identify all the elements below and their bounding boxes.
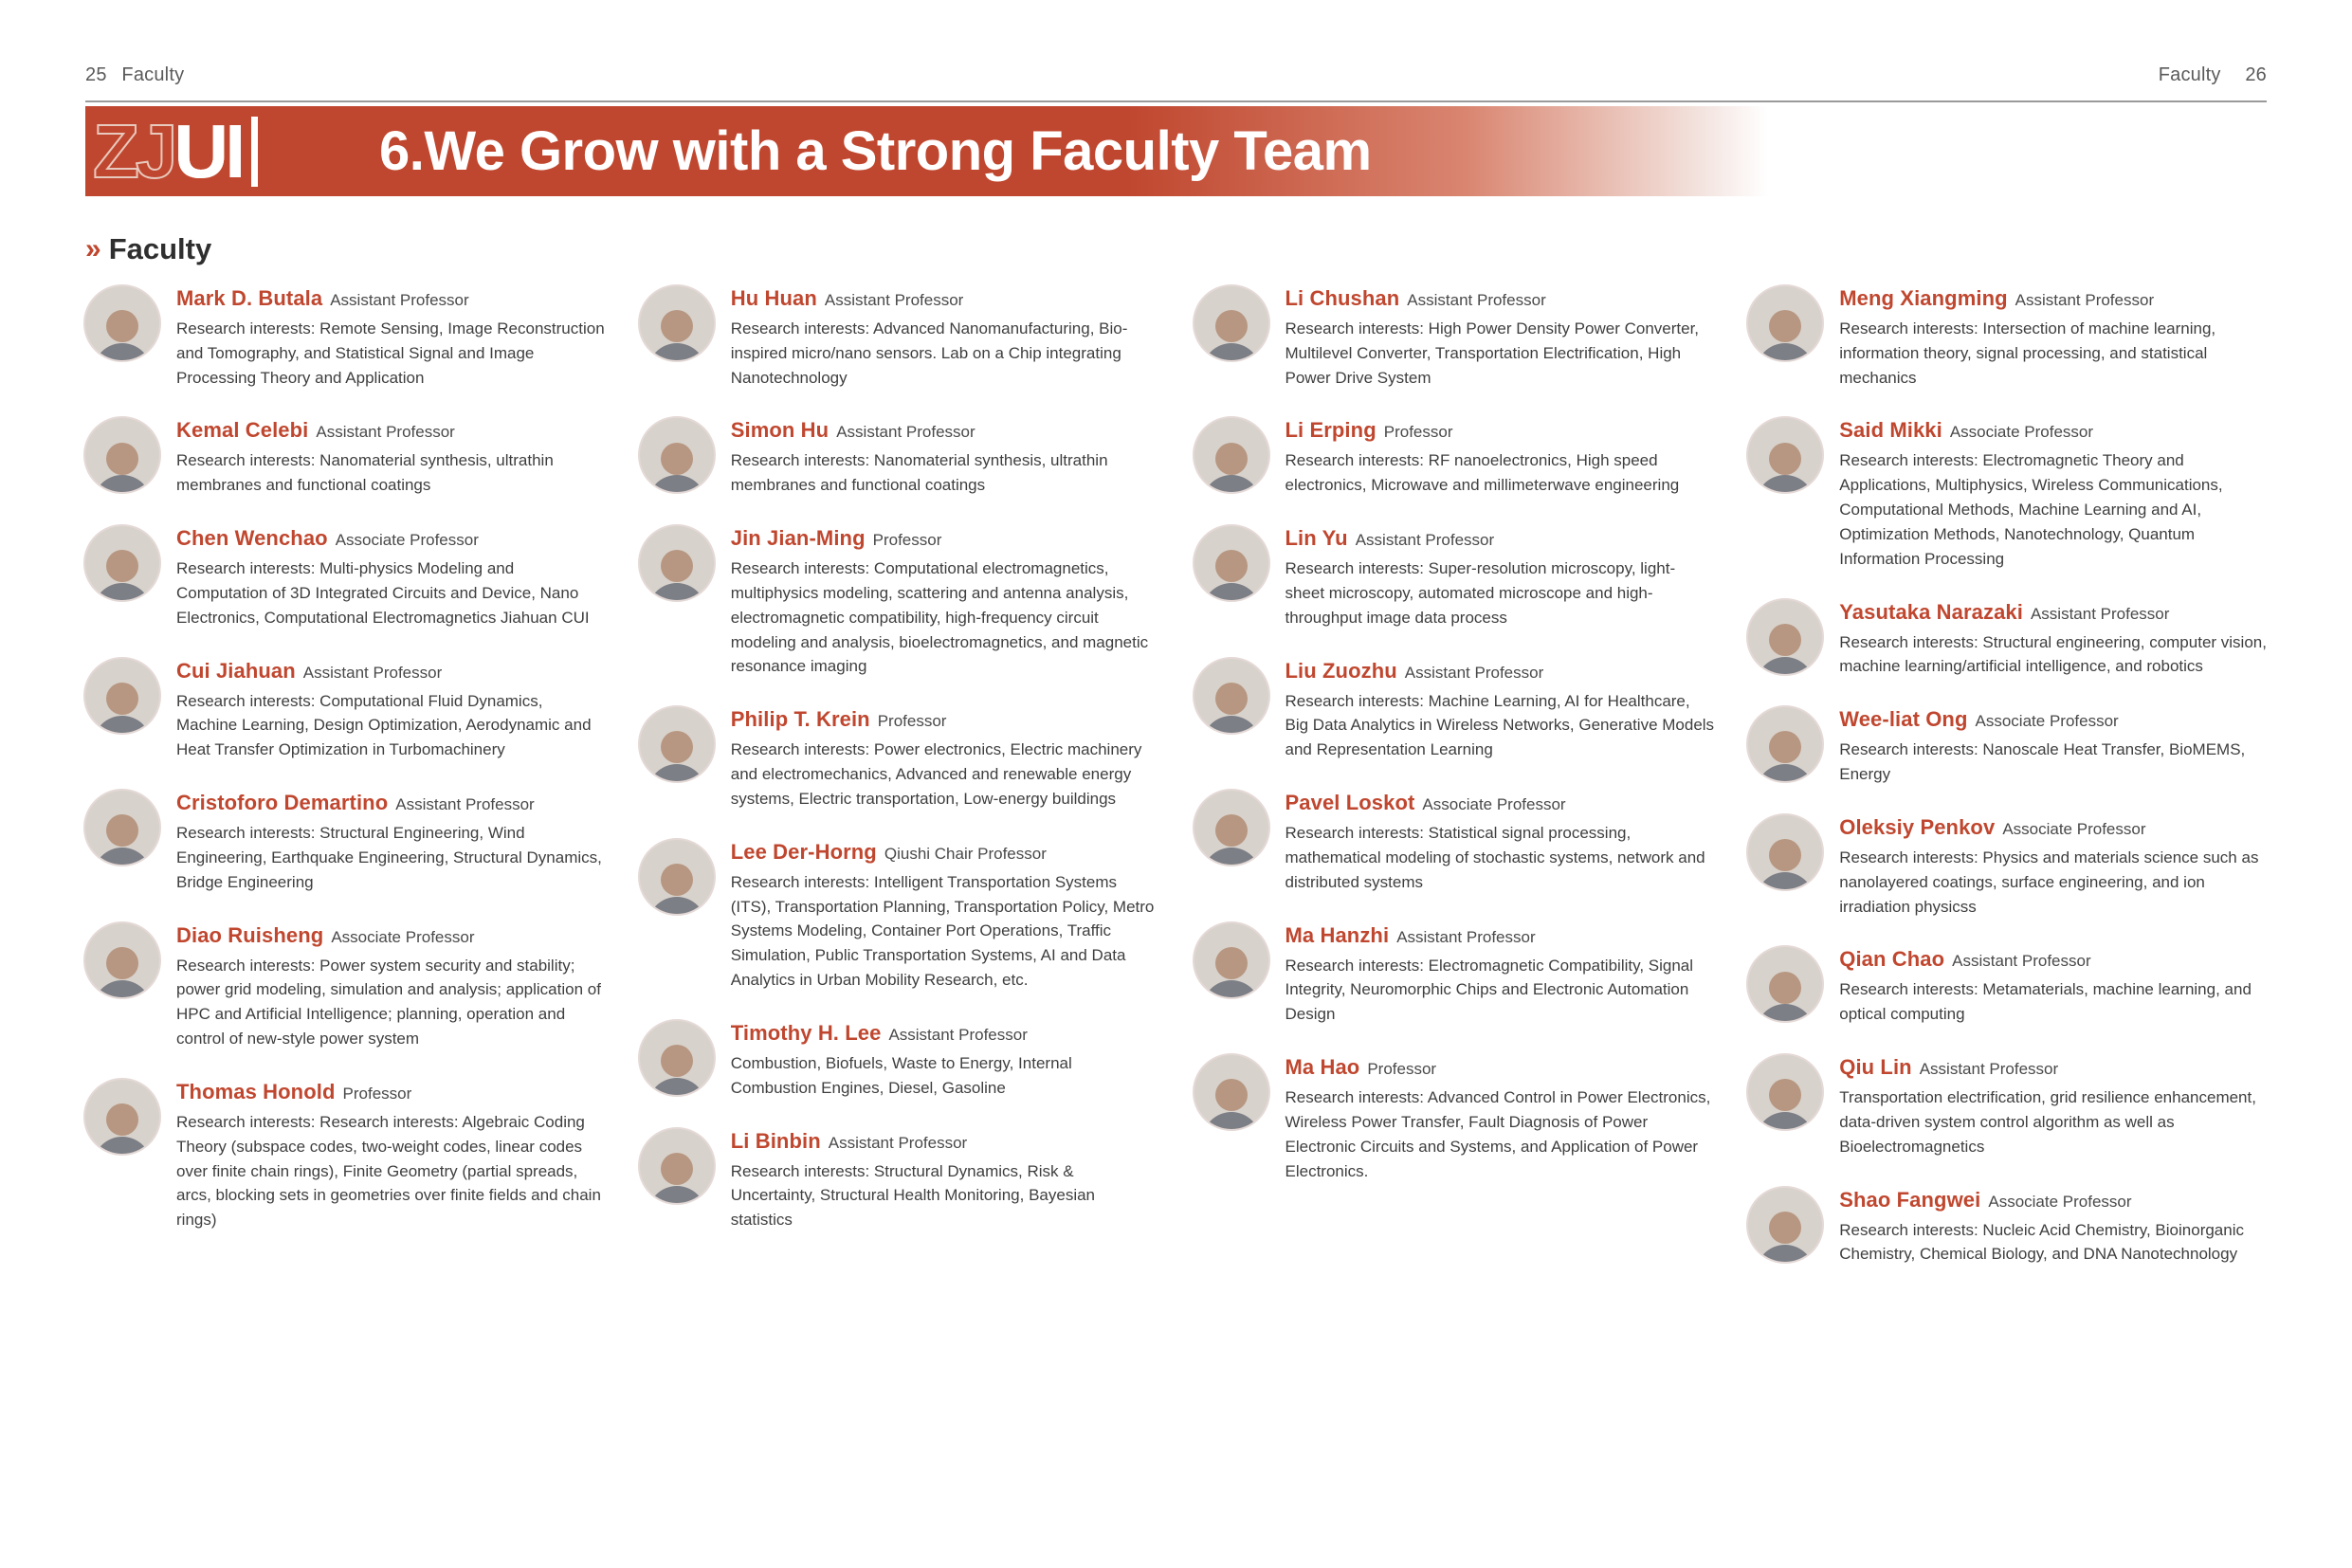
portrait-body-shape <box>93 716 152 735</box>
faculty-text-block <box>731 838 1160 993</box>
faculty-card <box>83 416 606 498</box>
faculty-text-block <box>1285 789 1715 894</box>
faculty-research-interests: Research interests: Structural Engineering, Wind Engineering, Earthquake Engineering, Structural Dynamics, Bridge Engineering <box>176 824 602 891</box>
faculty-title: Assistant Professor <box>828 1133 968 1152</box>
faculty-name-line <box>176 659 606 684</box>
faculty-name: Thomas Honold <box>176 1079 336 1103</box>
faculty-card <box>638 838 1160 993</box>
faculty-name: Shao Fangwei <box>1839 1187 1981 1212</box>
faculty-portrait <box>1746 705 1824 783</box>
faculty-card <box>1746 1053 2269 1158</box>
portrait-face-shape <box>106 947 138 979</box>
column-4 <box>1746 284 2269 1293</box>
faculty-text-block <box>1839 1186 2269 1267</box>
portrait-face-shape <box>1769 624 1801 656</box>
faculty-research-interests: Research interests: Research interests: Algebraic Coding Theory (subspace codes, two-weight codes, linear codes over finite chain rings), Finite Geometry (partial spreads, arcs, blocking sets in geometries over finite fields and chain rings) <box>176 1112 601 1230</box>
portrait-body-shape <box>1756 343 1814 362</box>
running-heads <box>85 64 2267 86</box>
faculty-card <box>1746 284 2269 390</box>
faculty-research-interests: Research interests: Electromagnetic Compatibility, Signal Integrity, Neuromorphic Chips and Electronic Automation Design <box>1285 956 1694 1024</box>
portrait-body-shape <box>93 343 152 362</box>
faculty-name-line <box>1285 791 1715 815</box>
faculty-title: Associate Professor <box>1949 423 2094 442</box>
faculty-title: Assistant Professor <box>330 291 469 309</box>
faculty-title: Associate Professor <box>1422 795 1566 814</box>
faculty-title: Assistant Professor <box>824 291 964 309</box>
portrait-body-shape <box>647 897 706 916</box>
portrait-face-shape <box>106 1103 138 1136</box>
faculty-card <box>638 1127 1160 1232</box>
faculty-research-interests: Research interests: Structural engineering, computer vision, machine learning/artificial intelligence, and robotics <box>1839 632 2267 676</box>
faculty-name-line <box>1839 286 2269 311</box>
section-label-text: Faculty <box>108 232 212 265</box>
faculty-portrait <box>638 838 716 916</box>
faculty-portrait <box>1193 416 1270 494</box>
column-2 <box>638 284 1160 1293</box>
faculty-name-line <box>176 923 606 948</box>
faculty-name-line <box>1285 418 1715 443</box>
faculty-portrait <box>638 416 716 494</box>
faculty-research-interests: Research interests: Nucleic Acid Chemistry, Bioinorganic Chemistry, Chemical Biology, and DNA Nanotechnology <box>1839 1220 2244 1264</box>
faculty-research-interests: Research interests: RF nanoelectronics, High speed electronics, Microwave and millimeterwave engineering <box>1285 451 1680 495</box>
faculty-name: Philip T. Krein <box>730 707 870 732</box>
faculty-title: Assistant Professor <box>1404 663 1544 682</box>
faculty-text-block <box>176 1078 606 1232</box>
faculty-name-line <box>1839 707 2269 732</box>
faculty-text-block <box>731 284 1160 390</box>
faculty-title: Assistant Professor <box>1407 291 1546 309</box>
faculty-text-block <box>1839 705 2269 787</box>
faculty-research-interests: Research interests: Advanced Control in Power Electronics, Wireless Power Transfer, Fault Diagnosis of Power Electronic Circuits and Systems, and Application of Power Electronics. <box>1285 1088 1711 1180</box>
faculty-portrait <box>638 1019 716 1097</box>
portrait-face-shape <box>661 310 693 342</box>
faculty-name-line <box>1285 286 1715 311</box>
faculty-name: Oleksiy Penkov <box>1839 814 1996 839</box>
faculty-portrait <box>1193 1053 1270 1131</box>
faculty-name-line <box>1285 526 1715 551</box>
faculty-card <box>83 789 606 894</box>
faculty-research-interests: Research interests: Remote Sensing, Image Reconstruction and Tomography, and Statistical Signal and Image Processing Theory and Application <box>176 319 605 387</box>
faculty-title: Assistant Professor <box>395 795 535 814</box>
faculty-name-line <box>176 791 606 815</box>
faculty-research-interests: Research interests: Machine Learning, AI for Healthcare, Big Data Analytics in Wireless Networks, Generative Models and Representation Learning <box>1285 691 1715 759</box>
faculty-name: Said Mikki <box>1839 418 1942 443</box>
faculty-text-block <box>1285 1053 1715 1183</box>
faculty-name: Li Binbin <box>730 1128 821 1153</box>
page-number-left: 25 <box>85 64 107 85</box>
portrait-face-shape <box>1215 1079 1248 1111</box>
faculty-name: Meng Xiangming <box>1839 286 2008 310</box>
faculty-name: Qiu Lin <box>1839 1055 1912 1080</box>
faculty-name: Liu Zuozhu <box>1285 658 1397 683</box>
faculty-portrait <box>83 921 161 999</box>
faculty-name: Cui Jiahuan <box>176 658 296 683</box>
faculty-card <box>83 284 606 390</box>
faculty-text-block <box>1285 416 1715 498</box>
faculty-text-block <box>1285 657 1715 762</box>
faculty-text-block <box>1839 598 2269 680</box>
portrait-face-shape <box>1215 550 1248 582</box>
faculty-name: Mark D. Butala <box>176 286 323 310</box>
faculty-research-interests: Research interests: Nanomaterial synthesis, ultrathin membranes and functional coatings <box>730 451 1108 495</box>
faculty-name: Cristoforo Demartino <box>176 791 389 815</box>
faculty-research-interests: Research interests: Intelligent Transportation Systems (ITS), Transportation Planning, Transportation Policy, Metro Systems Modeling, Container Port Operations, Traffic Simulation, Public Transportation Systems, AI and Data Analytics in Urban Mobility Research, etc. <box>730 872 1155 990</box>
faculty-title: Assistant Professor <box>316 423 455 442</box>
portrait-face-shape <box>661 443 693 475</box>
faculty-card <box>1746 416 2269 571</box>
portrait-face-shape <box>106 550 138 582</box>
faculty-research-interests: Research interests: Advanced Nanomanufacturing, Bio-inspired micro/nano sensors. Lab on a Chip integrating Nanotechnology <box>730 319 1128 387</box>
portrait-body-shape <box>93 848 152 866</box>
faculty-title: Professor <box>872 531 942 550</box>
faculty-title: Professor <box>1367 1060 1437 1079</box>
faculty-card <box>1746 705 2269 787</box>
faculty-research-interests: Research interests: Multi-physics Modeling and Computation of 3D Integrated Circuits and Device, Nano Electronics, Computational Electromagnetics Jiahuan CUI <box>176 559 590 627</box>
faculty-name: Kemal Celebi <box>176 418 309 443</box>
portrait-body-shape <box>1202 716 1261 735</box>
faculty-research-interests: Research interests: Power system security and stability; power grid modeling, simulation and analysis; application of HPC and Artificial Intelligence; planning, operation and control of new-style power system <box>176 956 601 1048</box>
faculty-name-line <box>731 1129 1160 1154</box>
faculty-name-line <box>1839 1055 2269 1080</box>
faculty-name: Timothy H. Lee <box>730 1020 882 1045</box>
portrait-body-shape <box>1202 1112 1261 1131</box>
faculty-name: Lin Yu <box>1285 526 1348 551</box>
double-chevron-right-icon: » <box>85 233 96 264</box>
faculty-research-interests: Combustion, Biofuels, Waste to Energy, Internal Combustion Engines, Diesel, Gasoline <box>730 1053 1072 1097</box>
portrait-face-shape <box>1769 839 1801 871</box>
faculty-text-block <box>1839 1053 2269 1158</box>
logo-divider-bar <box>251 117 258 187</box>
faculty-name: Wee-liat Ong <box>1839 707 1968 732</box>
faculty-card <box>638 1019 1160 1101</box>
portrait-face-shape <box>661 1045 693 1077</box>
logo-zj-text: ZJ <box>93 108 174 193</box>
portrait-face-shape <box>661 731 693 763</box>
faculty-text-block <box>176 284 606 390</box>
faculty-card <box>1746 813 2269 919</box>
faculty-text-block <box>176 921 606 1051</box>
faculty-title: Associate Professor <box>1975 712 2119 731</box>
faculty-text-block <box>1839 813 2269 919</box>
portrait-body-shape <box>1756 1112 1814 1131</box>
faculty-title: Assistant Professor <box>1952 952 2091 971</box>
portrait-body-shape <box>647 343 706 362</box>
faculty-card <box>638 416 1160 498</box>
faculty-text-block <box>731 1127 1160 1232</box>
faculty-text-block <box>1839 284 2269 390</box>
portrait-body-shape <box>1756 872 1814 891</box>
portrait-face-shape <box>1215 683 1248 715</box>
running-head-right-label: Faculty <box>2158 64 2221 85</box>
faculty-research-interests: Research interests: Electromagnetic Theory and Applications, Multiphysics, Wireless Communications, Computational Methods, Machine Learning and AI, Optimization Methods, Nanotechnology, Quantum Information Processing <box>1839 451 2223 568</box>
faculty-text-block <box>176 524 606 629</box>
portrait-body-shape <box>647 1078 706 1097</box>
faculty-title: Professor <box>1383 423 1453 442</box>
faculty-research-interests: Research interests: Intersection of machine learning, information theory, signal processing, and statistical mechanics <box>1839 319 2216 387</box>
faculty-portrait <box>1193 789 1270 866</box>
faculty-portrait <box>638 524 716 602</box>
faculty-research-interests: Research interests: Metamaterials, machine learning, and optical computing <box>1839 980 2252 1024</box>
portrait-body-shape <box>647 1186 706 1205</box>
faculty-name-line <box>1839 815 2269 840</box>
faculty-name: Chen Wenchao <box>176 526 328 551</box>
portrait-face-shape <box>1769 1079 1801 1111</box>
faculty-name-line <box>176 1080 606 1104</box>
portrait-body-shape <box>1202 475 1261 494</box>
faculty-research-interests: Research interests: Nanoscale Heat Transfer, BioMEMS, Energy <box>1839 740 2246 784</box>
faculty-text-block <box>1285 284 1715 390</box>
portrait-body-shape <box>1202 343 1261 362</box>
faculty-card <box>1193 1053 1715 1183</box>
running-head-right <box>2159 64 2267 86</box>
faculty-card <box>83 1078 606 1232</box>
portrait-body-shape <box>647 583 706 602</box>
faculty-card <box>1193 524 1715 629</box>
faculty-portrait <box>83 789 161 866</box>
zjui-logo <box>85 106 370 196</box>
faculty-text-block <box>1285 921 1715 1027</box>
portrait-face-shape <box>1769 972 1801 1004</box>
faculty-portrait <box>83 1078 161 1156</box>
faculty-name: Jin Jian-Ming <box>730 526 866 551</box>
faculty-title: Assistant Professor <box>836 423 975 442</box>
faculty-portrait <box>83 657 161 735</box>
faculty-name-line <box>176 526 606 551</box>
portrait-body-shape <box>647 764 706 783</box>
portrait-body-shape <box>1756 475 1814 494</box>
faculty-portrait <box>1746 813 1824 891</box>
portrait-face-shape <box>661 550 693 582</box>
faculty-name: Pavel Loskot <box>1285 791 1415 815</box>
faculty-research-interests: Research interests: Physics and materials science such as nanolayered coatings, surface engineering, and ion irradiation physicss <box>1839 848 2259 916</box>
faculty-portrait <box>1193 524 1270 602</box>
faculty-research-interests: Transportation electrification, grid resilience enhancement, data-driven system control algorithm as well as Bioelectromagnetics <box>1839 1088 2256 1156</box>
faculty-name-line <box>731 1021 1160 1046</box>
faculty-name: Hu Huan <box>730 286 817 310</box>
portrait-face-shape <box>1215 443 1248 475</box>
faculty-portrait <box>1746 945 1824 1023</box>
portrait-face-shape <box>661 1153 693 1185</box>
faculty-card <box>1193 789 1715 894</box>
portrait-body-shape <box>1756 1245 1814 1264</box>
faculty-research-interests: Research interests: Nanomaterial synthesis, ultrathin membranes and functional coatings <box>176 451 554 495</box>
portrait-face-shape <box>1215 947 1248 979</box>
portrait-face-shape <box>1769 1212 1801 1244</box>
faculty-title: Qiushi Chair Professor <box>884 844 1047 863</box>
portrait-body-shape <box>1756 657 1814 676</box>
faculty-text-block <box>176 657 606 762</box>
faculty-name-line <box>731 526 1160 551</box>
faculty-name-line <box>1839 1188 2269 1212</box>
faculty-portrait <box>1193 284 1270 362</box>
faculty-text-block <box>1285 524 1715 629</box>
portrait-body-shape <box>93 1137 152 1156</box>
portrait-face-shape <box>1769 443 1801 475</box>
faculty-title: Assistant Professor <box>1355 531 1495 550</box>
faculty-name: Yasutaka Narazaki <box>1839 599 2023 624</box>
faculty-title: Assistant Professor <box>888 1025 1028 1044</box>
faculty-name-line <box>731 840 1160 865</box>
faculty-research-interests: Research interests: Structural Dynamics, Risk & Uncertainty, Structural Health Monitoring, Bayesian statistics <box>730 1161 1096 1230</box>
faculty-portrait <box>83 524 161 602</box>
portrait-face-shape <box>1769 310 1801 342</box>
faculty-title: Assistant Professor <box>1919 1060 2059 1079</box>
faculty-card <box>1746 1186 2269 1267</box>
faculty-research-interests: Research interests: High Power Density Power Converter, Multilevel Converter, Transportation Electrification, High Power Drive System <box>1285 319 1700 387</box>
portrait-face-shape <box>1215 814 1248 847</box>
faculty-portrait <box>1746 284 1824 362</box>
portrait-body-shape <box>1756 764 1814 783</box>
running-head-left <box>85 64 193 86</box>
portrait-body-shape <box>93 583 152 602</box>
portrait-face-shape <box>661 864 693 896</box>
faculty-card <box>638 524 1160 679</box>
portrait-face-shape <box>1769 731 1801 763</box>
faculty-title: Associate Professor <box>331 927 475 946</box>
faculty-portrait <box>1193 657 1270 735</box>
faculty-title: Associate Professor <box>2002 819 2146 838</box>
faculty-name-line <box>1839 600 2269 625</box>
faculty-title: Associate Professor <box>335 531 479 550</box>
faculty-title: Associate Professor <box>1988 1192 2132 1211</box>
faculty-name-line <box>731 286 1160 311</box>
faculty-text-block <box>731 524 1160 679</box>
faculty-portrait <box>638 1127 716 1205</box>
portrait-body-shape <box>1202 583 1261 602</box>
faculty-card <box>83 657 606 762</box>
faculty-name-line <box>731 707 1160 732</box>
faculty-name-line <box>731 418 1160 443</box>
faculty-text-block <box>731 416 1160 498</box>
faculty-name: Li Chushan <box>1285 286 1400 310</box>
faculty-card <box>1746 945 2269 1027</box>
faculty-text-block <box>731 705 1160 811</box>
faculty-name-line <box>1285 659 1715 684</box>
portrait-face-shape <box>106 310 138 342</box>
faculty-name-line <box>1839 947 2269 972</box>
page-number-right: 26 <box>2245 64 2267 85</box>
faculty-portrait <box>638 705 716 783</box>
portrait-face-shape <box>106 443 138 475</box>
faculty-card <box>638 705 1160 811</box>
portrait-body-shape <box>1202 980 1261 999</box>
faculty-name-line <box>1839 418 2269 443</box>
logo-ui-text: UI <box>173 108 243 193</box>
faculty-title: Assistant Professor <box>2030 604 2170 623</box>
running-head-left-label: Faculty <box>121 64 185 85</box>
faculty-card <box>1193 921 1715 1027</box>
faculty-text-block <box>731 1019 1160 1101</box>
faculty-portrait <box>83 284 161 362</box>
faculty-name-line <box>176 286 606 311</box>
portrait-face-shape <box>1215 310 1248 342</box>
faculty-name: Lee Der-Horng <box>730 839 877 864</box>
faculty-columns <box>83 284 2269 1293</box>
faculty-portrait <box>1193 921 1270 999</box>
faculty-card <box>1746 598 2269 680</box>
faculty-card <box>83 524 606 629</box>
faculty-title: Assistant Professor <box>302 663 443 682</box>
faculty-research-interests: Research interests: Power electronics, Electric machinery and electromechanics, Advanced and renewable energy systems, Electric transportation, Low-energy buildings <box>730 740 1142 808</box>
faculty-name: Ma Hanzhi <box>1285 922 1390 947</box>
faculty-title: Assistant Professor <box>1396 927 1536 946</box>
faculty-portrait <box>1746 416 1824 494</box>
faculty-research-interests: Research interests: Computational Fluid Dynamics, Machine Learning, Design Optimization, Aerodynamic and Heat Transfer Optimization in Turbomachinery <box>176 691 592 759</box>
faculty-portrait <box>1746 1186 1824 1264</box>
portrait-body-shape <box>93 980 152 999</box>
portrait-face-shape <box>106 814 138 847</box>
banner-title: 6.We Grow with a Strong Faculty Team <box>379 120 1372 182</box>
faculty-text-block <box>1839 945 2269 1027</box>
faculty-text-block <box>176 416 606 498</box>
portrait-body-shape <box>93 475 152 494</box>
column-1 <box>83 284 606 1293</box>
faculty-name-line <box>1285 923 1715 948</box>
faculty-card <box>1193 416 1715 498</box>
faculty-portrait <box>83 416 161 494</box>
faculty-research-interests: Research interests: Super-resolution microscopy, light-sheet microscopy, automated microscope and high-throughput image data process <box>1285 559 1676 627</box>
faculty-card <box>1193 657 1715 762</box>
faculty-research-interests: Research interests: Statistical signal processing, mathematical modeling of stochastic systems, network and distributed systems <box>1285 824 1705 891</box>
portrait-body-shape <box>647 475 706 494</box>
faculty-name: Ma Hao <box>1285 1055 1360 1080</box>
faculty-title: Professor <box>877 712 947 731</box>
faculty-portrait <box>1746 598 1824 676</box>
faculty-name: Li Erping <box>1285 418 1377 443</box>
column-3 <box>1193 284 1715 1293</box>
faculty-title: Assistant Professor <box>2015 291 2155 309</box>
faculty-name-line <box>176 418 606 443</box>
portrait-face-shape <box>106 683 138 715</box>
portrait-body-shape <box>1202 848 1261 866</box>
faculty-card <box>638 284 1160 390</box>
faculty-title: Professor <box>342 1084 412 1103</box>
faculty-card <box>83 921 606 1051</box>
faculty-name: Simon Hu <box>730 418 830 443</box>
faculty-research-interests: Research interests: Computational electromagnetics, multiphysics modeling, scattering and antenna analysis, electromagnetic compatibility, high-frequency circuit modeling and analysis, bioelectromagnetics, and magnetic resonance imaging <box>730 559 1149 676</box>
faculty-name: Diao Ruisheng <box>176 922 324 947</box>
portrait-body-shape <box>1756 1004 1814 1023</box>
faculty-text-block <box>1839 416 2269 571</box>
faculty-portrait <box>1746 1053 1824 1131</box>
header-divider <box>85 100 2267 102</box>
faculty-section-label <box>85 232 211 266</box>
faculty-portrait <box>638 284 716 362</box>
faculty-card <box>1193 284 1715 390</box>
faculty-name-line <box>1285 1055 1715 1080</box>
faculty-text-block <box>176 789 606 894</box>
faculty-name: Qian Chao <box>1839 947 1945 972</box>
